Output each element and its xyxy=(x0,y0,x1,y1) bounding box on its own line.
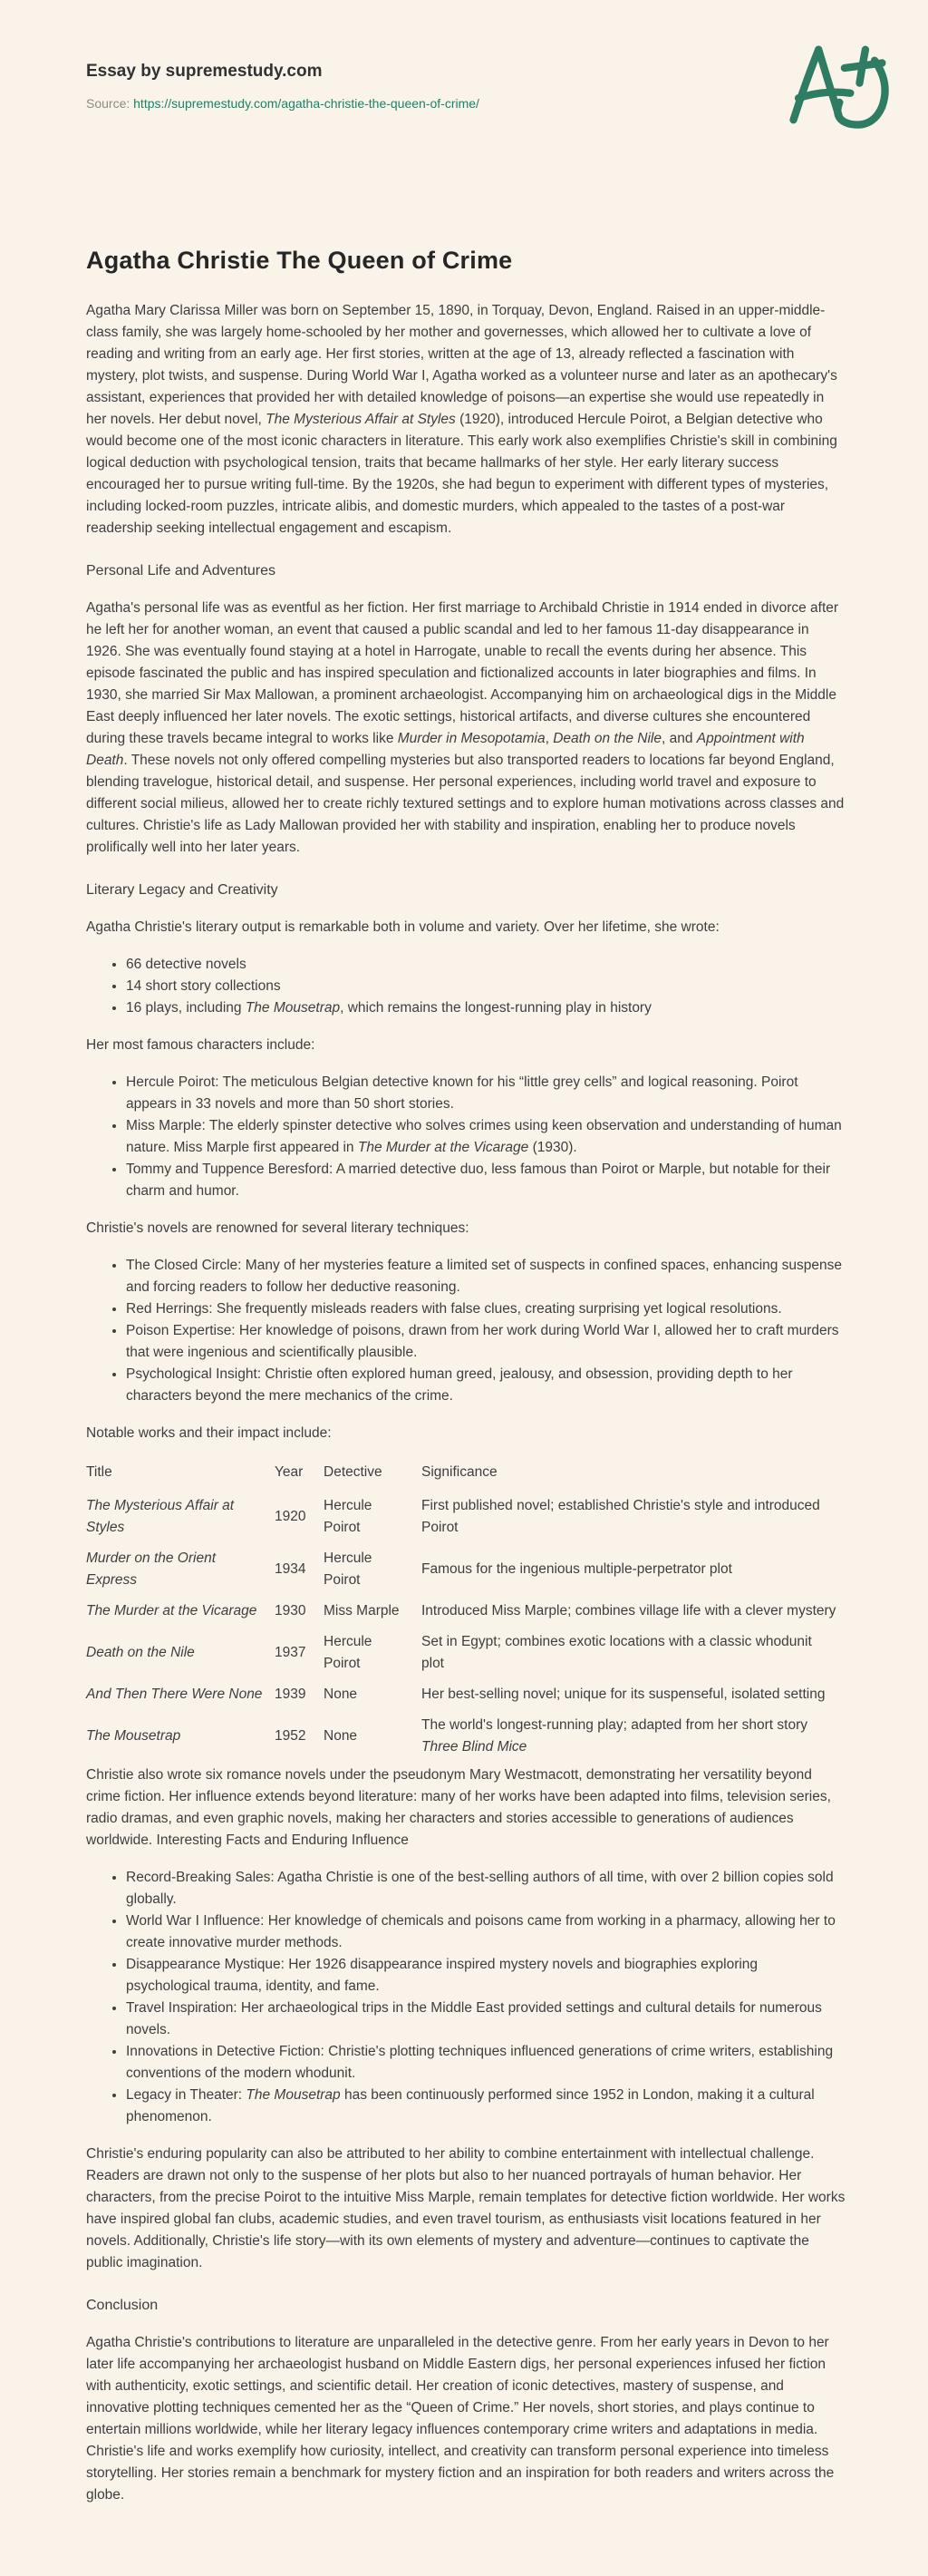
cell-significance xyxy=(421,1491,846,1543)
text-run: has been continuously performed since 1952 in London, making it a cultural phenomenon. xyxy=(126,2087,815,2124)
table-header-row xyxy=(86,1460,846,1491)
section-heading: Personal Life and Adventures xyxy=(86,563,276,578)
table-row xyxy=(86,1710,846,1763)
table-header-cell: Detective xyxy=(324,1464,382,1480)
paragraph xyxy=(86,917,846,938)
cell-significance xyxy=(421,1596,846,1627)
text-run: Famous for the ingenious multiple-perpetrator plot xyxy=(421,1561,732,1577)
paragraph xyxy=(86,1218,846,1239)
text-run: Disappearance Mystique: Her 1926 disappearance inspired mystery novels and biographies exploring psychological trauma, identity, and fame. xyxy=(126,1957,759,1994)
list-item xyxy=(126,1867,846,1910)
text-run: Agatha's personal life was as eventful as her fiction. Her first marriage to Archibald Christie in 1914 ended in divorce after he left her for another woman, an event that caused a public scandal and led to her famous 11-day disappearance in 1926. She was eventually found staying at a hotel in Harrogate, unable to recall the events during her absence. This episode fascinated the public and has inspired speculation and fictionalized accounts in later biographies and films. In 1930, she married Sir Max Mallowan, a prominent archaeologist. Accompanying him on archaeological digs in the Middle East deeply influenced her later novels. The exotic settings, historical artifacts, and diverse cultures she encountered during these travels became integral to works like xyxy=(86,600,839,746)
text-run: Agatha Mary Clarissa Miller was born on September 15, 1890, in Torquay, Devon, England. Raised in an upper-middle-class family, she was largely home-schooled by her mother and governesses, which allowed her to cultivate a love of reading and writing from an early age. Her first stories, written at the age of 13, already reflected a fascination with mystery, plot twists, and suspense. During World War I, Agatha worked as a volunteer nurse and later as an apothecary's assistant, experiences that provided her with detailed knowledge of poisons—an expertise she would use repeatedly in her novels. Her debut novel, xyxy=(86,303,837,427)
text-run: Innovations in Detective Fiction: Christie's plotting techniques influenced generations of crime writers, establishing conventions of the modern whodunit. xyxy=(126,2044,834,2081)
paragraph xyxy=(86,2332,846,2506)
paragraph xyxy=(86,1764,846,1852)
table-header-cell: Year xyxy=(275,1464,304,1480)
list-item xyxy=(126,1298,846,1320)
list-item xyxy=(126,1910,846,1954)
cell-year: 1939 xyxy=(275,1687,306,1702)
italic-text: Three Blind Mice xyxy=(421,1739,527,1755)
text-run: (1920), introduced Hercule Poirot, a Belgian detective who would become one of the most iconic characters in literature. This early work also exemplifies Christie's skill in combining logical deduction with psychological tension, traits that became hallmarks of her style. Her early literary success encouraged her to pursue writing full-time. By the 1920s, she had begun to experiment with different types of mysteries, including locked-room puzzles, intricate alibis, and domestic murders, which appealed to the tastes of a post-war readership seeking intellectual engagement and escapism. xyxy=(86,412,837,536)
table-row xyxy=(86,1627,846,1679)
italic-text: Appointment with Death xyxy=(86,731,805,768)
text-run: The world's longest-running play; adapted from her short story xyxy=(421,1717,807,1733)
cell-detective: Hercule Poirot xyxy=(324,1634,372,1671)
table-row xyxy=(86,1543,846,1596)
table-header-cell: Significance xyxy=(421,1464,498,1480)
cell-title: Murder on the Orient Express xyxy=(86,1550,217,1588)
text-run: , xyxy=(545,731,554,746)
brand-title: Essay by supremestudy.com xyxy=(86,62,323,81)
text-run: First published novel; established Christie's style and introduced Poirot xyxy=(421,1498,820,1535)
cell-year: 1920 xyxy=(275,1509,306,1524)
text-run: (1930). xyxy=(528,1140,577,1155)
cell-significance xyxy=(421,1543,846,1596)
text-run: World War I Influence: Her knowledge of chemicals and poisons came from working in a pharmacy, allowing her to create innovative murder methods. xyxy=(126,1913,836,1950)
text-run: Miss Marple: The elderly spinster detective who solves crimes using keen observation and understanding of human nature. Miss Marple first appeared in xyxy=(126,1118,842,1155)
section-heading: Literary Legacy and Creativity xyxy=(86,882,278,898)
paragraph xyxy=(86,598,846,859)
header-text-block xyxy=(86,58,479,111)
cell-title: The Mousetrap xyxy=(86,1728,181,1744)
text-run: Christie's novels are renowned for several literary techniques: xyxy=(86,1220,469,1236)
bullet-list xyxy=(86,1867,846,2128)
table-body xyxy=(86,1491,846,1763)
list-item xyxy=(126,1115,846,1159)
text-run: Introduced Miss Marple; combines village life with a clever mystery xyxy=(421,1603,836,1619)
page-header xyxy=(0,58,928,141)
list-item xyxy=(126,997,846,1019)
table-row xyxy=(86,1679,846,1710)
bullet-list xyxy=(86,1072,846,1202)
cell-year: 1937 xyxy=(275,1645,306,1660)
cell-title: Death on the Nile xyxy=(86,1645,195,1660)
list-item xyxy=(126,1320,846,1364)
cell-detective: Hercule Poirot xyxy=(324,1498,372,1535)
text-run: , which remains the longest-running play in history xyxy=(340,1000,652,1016)
table-row xyxy=(86,1596,846,1627)
text-run: Christie also wrote six romance novels under the pseudonym Mary Westmacott, demonstrating her versatility beyond crime fiction. Her influence extends beyond literature: many of her works have been adapted into films, television series, radio dramas, and even graphic novels, making her characters and stories accessible to generations of audiences worldwide. Interesting Facts and Enduring Influence xyxy=(86,1767,831,1848)
cell-title: The Mysterious Affair at Styles xyxy=(86,1498,235,1535)
text-run: Notable works and their impact include: xyxy=(86,1425,332,1441)
source-line xyxy=(86,96,479,111)
cell-significance xyxy=(421,1627,846,1679)
italic-text: The Mousetrap xyxy=(246,2087,341,2103)
italic-text: The Mysterious Affair at Styles xyxy=(266,412,456,427)
text-run: Record-Breaking Sales: Agatha Christie is one of the best-selling authors of all time, with over 2 billion copies sold globally. xyxy=(126,1870,834,1907)
italic-text: The Murder at the Vicarage xyxy=(357,1140,529,1155)
text-run: Psychological Insight: Christie often explored human greed, jealousy, and obsession, providing depth to her characters beyond the mere mechanics of the crime. xyxy=(126,1366,793,1404)
article xyxy=(86,247,846,2506)
text-run: 14 short story collections xyxy=(126,978,281,994)
aplus-logo xyxy=(788,38,897,141)
page-title: Agatha Christie The Queen of Crime xyxy=(86,247,513,274)
table-header-cell: Title xyxy=(86,1464,112,1480)
list-item xyxy=(126,1364,846,1407)
list-item xyxy=(126,954,846,976)
section-heading: Conclusion xyxy=(86,2298,159,2313)
source-link[interactable]: https://supremestudy.com/agatha-christie-the-queen-of-crime/ xyxy=(133,96,479,111)
bullet-list xyxy=(86,954,846,1019)
notable-works-table xyxy=(86,1460,846,1763)
list-item xyxy=(126,2041,846,2085)
cell-detective: Hercule Poirot xyxy=(324,1550,372,1588)
cell-title: The Murder at the Vicarage xyxy=(86,1603,257,1619)
cell-title: And Then There Were None xyxy=(86,1687,263,1702)
text-run: Her most famous characters include: xyxy=(86,1037,315,1053)
list-item xyxy=(126,1255,846,1298)
cell-detective: None xyxy=(324,1687,358,1702)
text-run: Hercule Poirot: The meticulous Belgian detective known for his “little grey cells” and logical reasoning. Poirot appears in 33 novels and more than 50 short stories. xyxy=(126,1074,798,1112)
paragraph xyxy=(86,300,846,540)
text-run: Red Herrings: She frequently misleads readers with false clues, creating surprising yet logical resolutions. xyxy=(126,1301,782,1317)
list-item xyxy=(126,1954,846,1998)
table-head xyxy=(86,1460,846,1491)
cell-significance xyxy=(421,1710,846,1763)
text-run: Agatha Christie's literary output is remarkable both in volume and variety. Over her lifetime, she wrote: xyxy=(86,919,720,935)
text-run: Set in Egypt; combines exotic locations with a classic whodunit plot xyxy=(421,1634,812,1671)
cell-detective: None xyxy=(324,1728,358,1744)
text-run: Her best-selling novel; unique for its suspenseful, isolated setting xyxy=(421,1687,826,1702)
bullet-list xyxy=(86,1255,846,1407)
text-run: 16 plays, including xyxy=(126,1000,246,1016)
cell-year: 1930 xyxy=(275,1603,306,1619)
cell-detective: Miss Marple xyxy=(324,1603,400,1619)
source-label: Source: xyxy=(86,96,130,111)
text-run: Poison Expertise: Her knowledge of poisons, drawn from her work during World War I, allowed her to craft murders that were ingenious and scientifically plausible. xyxy=(126,1323,839,1360)
text-run: The Closed Circle: Many of her mysteries feature a limited set of suspects in confined spaces, enhancing suspense and forcing readers to follow her deductive reasoning. xyxy=(126,1258,843,1295)
cell-significance xyxy=(421,1679,846,1710)
list-item xyxy=(126,1159,846,1202)
paragraph xyxy=(86,1423,846,1444)
text-run: . These novels not only offered compelling mysteries but also transported readers to locations far beyond England, blending travelogue, historical detail, and suspense. Her personal experiences, including world travel and exposure to different social milieus, allowed her to create richly textured settings and to explore human motivations across classes and cultures. Christie's life as Lady Mallowan provided her with stability and inspiration, enabling her to produce novels prolifically well into her later years. xyxy=(86,753,845,855)
cell-year: 1952 xyxy=(275,1728,306,1744)
italic-text: The Mousetrap xyxy=(245,1000,341,1016)
text-run: Agatha Christie's contributions to literature are unparalleled in the detective genre. From her early years in Devon to her later life accompanying her archaeologist husband on Middle Eastern digs, her personal experiences infused her fiction with authenticity, exotic settings, and scientific detail. Her creation of iconic detectives, mastery of suspense, and innovative plotting techniques cemented her as the “Queen of Crime.” Her novels, short stories, and plays continue to entertain millions worldwide, while her literary legacy influences contemporary crime writers and adaptations in media. Christie's life and works exemplify how curiosity, intellect, and creativity can transform personal experience into timeless storytelling. Her stories remain a benchmark for mystery fiction and an inspiration for both readers and writers across the globe. xyxy=(86,2335,835,2503)
text-run: Christie's enduring popularity can also be attributed to her ability to combine entertainment with intellectual challenge. Readers are drawn not only to the suspense of her plots but also to her nuanced portrayals of human behavior. Her characters, from the precise Poirot to the intuitive Miss Marple, remain templates for detective fiction worldwide. Her works have inspired global fan clubs, academic studies, and even travel tourism, as enthusiasts visit locations featured in her novels. Additionally, Christie's life story—with its own elements of mystery and adventure—continues to captivate the public imagination. xyxy=(86,2146,846,2270)
list-item xyxy=(126,2085,846,2128)
text-run: Tommy and Tuppence Beresford: A married detective duo, less famous than Poirot or Marple, but notable for their charm and humor. xyxy=(126,1162,831,1199)
cell-year: 1934 xyxy=(275,1561,306,1577)
italic-text: Death on the Nile xyxy=(553,731,662,746)
table-row xyxy=(86,1491,846,1543)
text-run: Legacy in Theater: xyxy=(126,2087,246,2103)
list-item xyxy=(126,976,846,997)
text-run: 66 detective novels xyxy=(126,957,246,972)
article-body xyxy=(86,300,846,2506)
list-item xyxy=(126,1072,846,1115)
list-item xyxy=(126,1998,846,2041)
text-run: Travel Inspiration: Her archaeological trips in the Middle East provided settings and cultural details for numerous novels. xyxy=(126,2000,822,2037)
text-run: , and xyxy=(661,731,697,746)
italic-text: Murder in Mesopotamia xyxy=(397,731,546,746)
paragraph xyxy=(86,1035,846,1056)
paragraph xyxy=(86,2143,846,2274)
